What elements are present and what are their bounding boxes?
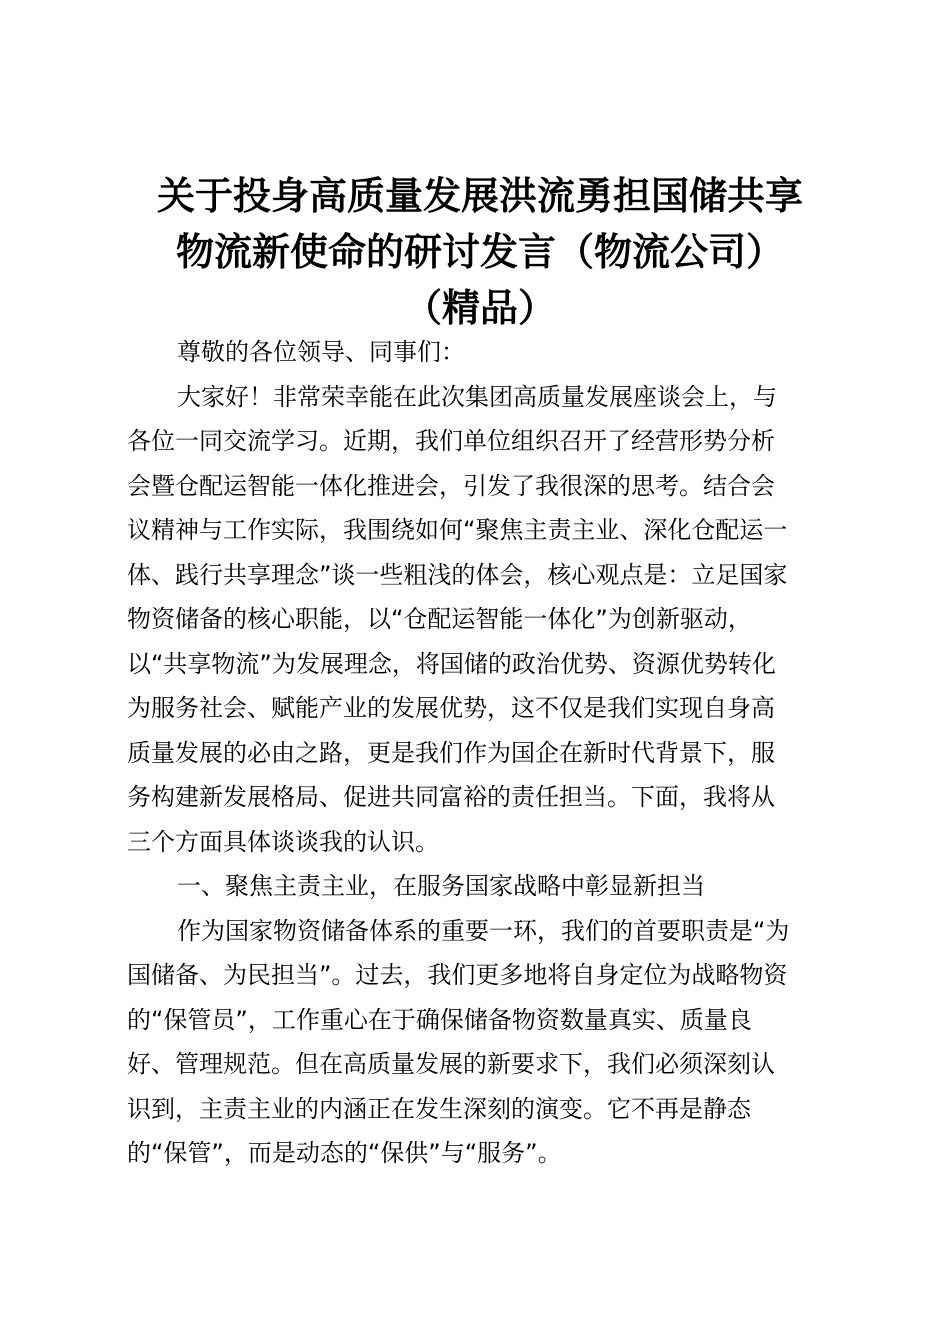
paragraph-line: 国储备、为民担当”。过去，我们更多地将自身定位为战略物资 [127, 961, 788, 989]
document-body [127, 330, 837, 1176]
title-line: 物流新使命的研讨发言（物流公司） [175, 229, 784, 274]
title-line: （精品） [403, 285, 556, 330]
paragraph-line: 会暨仓配运智能一体化推进会，引发了我很深的思考。结合会 [127, 471, 775, 500]
paragraph-line: 务构建新发展格局、促进共同富裕的责任担当。下面，我将从 [127, 783, 775, 811]
paragraph-line: 议精神与工作实际，我围绕如何“聚焦主责主业、深化仓配运一 [127, 516, 788, 544]
paragraph-line: 识到，主责主业的内涵正在发生深刻的演变。它不再是静态 [127, 1094, 751, 1123]
paragraph-line: 各位一同交流学习。近期，我们单位组织召开了经营形势分析 [127, 427, 775, 455]
document-title [110, 168, 850, 336]
paragraph-line: 的“保管员”，工作重心在于确保储备物资数量真实、质量良 [127, 1005, 752, 1034]
paragraph-2 [127, 909, 837, 1176]
paragraph-line: 的“保管”，而是动态的“保供”与“服务”。 [127, 1139, 562, 1167]
greeting: 尊敬的各位领导、同事们： [177, 338, 465, 366]
section-heading: 一、聚焦主责主业，在服务国家战略中彰显新担当 [177, 872, 705, 900]
paragraph-line: 为服务社会、赋能产业的发展优势，这不仅是我们实现自身高 [127, 694, 775, 722]
paragraph-1 [127, 375, 837, 865]
paragraph-line: 质量发展的必由之路，更是我们作为国企在新时代背景下，服 [127, 738, 775, 767]
paragraph-line: 体、践行共享理念”谈一些粗浅的体会，核心观点是：立足国家 [127, 560, 788, 589]
paragraph-line: 大家好！非常荣幸能在此次集团高质量发展座谈会上，与 [177, 382, 777, 411]
paragraph-line: 作为国家物资储备体系的重要一环，我们的首要职责是“为 [177, 916, 790, 945]
paragraph-line: 以“共享物流”为发展理念，将国储的政治优势、资源优势转化 [127, 649, 776, 678]
title-line: 关于投身高质量发展洪流勇担国储共享 [156, 173, 803, 218]
paragraph-line: 好、管理规范。但在高质量发展的新要求下，我们必须深刻认 [127, 1050, 775, 1078]
paragraph-line: 三个方面具体谈谈我的认识。 [127, 827, 439, 856]
paragraph-line: 物资储备的核心职能，以“仓配运智能一体化”为创新驱动， [127, 605, 752, 633]
